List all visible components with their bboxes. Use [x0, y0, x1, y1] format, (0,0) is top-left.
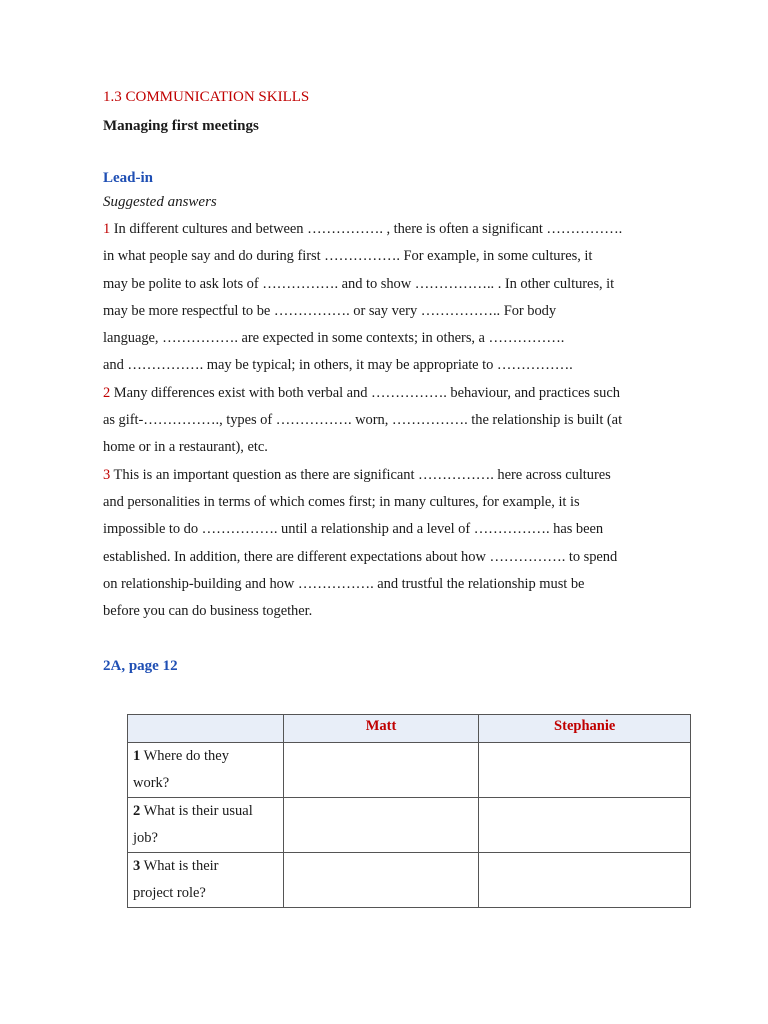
suggested-answers-label: Suggested answers — [103, 194, 217, 210]
question-number: 2 — [133, 803, 141, 819]
section-title: 1.3 COMMUNICATION SKILLS — [103, 89, 310, 105]
exercise-heading: 2A, page 12 — [103, 658, 178, 675]
answer-line: 1 In different cultures and between ……………. , there is often a significant ……………. — [103, 221, 623, 237]
leadin-heading: Lead-in — [103, 170, 154, 186]
question-cell: 2 What is their usual job? — [128, 798, 284, 853]
answer-line: in what people say and do during first ……………. For example, in some cultures, it — [103, 248, 593, 265]
table-row — [128, 743, 691, 798]
answer-number: 1 — [103, 221, 111, 237]
answer-line: may be polite to ask lots of ……………. and to show …………….. . In other cultures, it — [103, 275, 615, 292]
question-number: 1 — [133, 748, 141, 764]
question-number: 3 — [133, 858, 141, 874]
table-header-stephanie: Stephanie — [479, 715, 691, 743]
answer-cell-matt[interactable] — [283, 853, 479, 908]
answer-line: and ……………. may be typical; in others, it may be appropriate to ……………. — [103, 357, 573, 374]
table-header-row — [128, 715, 691, 743]
table-row — [128, 853, 691, 908]
answer-line: established. In addition, there are different expectations about how ……………. to spend — [103, 548, 618, 565]
answer-2 — [103, 380, 718, 462]
answer-line: on relationship-building and how ……………. and trustful the relationship must be — [103, 575, 585, 592]
table-header-empty — [128, 715, 284, 743]
answer-line: 2 Many differences exist with both verbal and ……………. behaviour, and practices such — [103, 384, 620, 401]
answer-cell-stephanie[interactable] — [479, 853, 691, 908]
document-page — [103, 86, 718, 677]
question-cell: 1 Where do they work? — [128, 743, 284, 798]
answer-3 — [103, 462, 718, 626]
answer-line: language, ……………. are expected in some contexts; in others, a ……………. — [103, 330, 565, 347]
answer-cell-stephanie[interactable] — [479, 798, 691, 853]
answer-cell-matt[interactable] — [283, 743, 479, 798]
answer-cell-stephanie[interactable] — [479, 743, 691, 798]
question-cell: 3 What is their project role? — [128, 853, 284, 908]
answer-cell-matt[interactable] — [283, 798, 479, 853]
answer-line: 3 This is an important question as there are significant ……………. here across cultures — [103, 466, 611, 483]
answer-number: 2 — [103, 384, 111, 401]
table-row — [128, 798, 691, 853]
table-header-matt: Matt — [283, 715, 479, 743]
answer-line: impossible to do ……………. until a relationship and a level of ……………. has been — [103, 521, 604, 538]
answer-line: home or in a restaurant), etc. — [103, 439, 268, 456]
answer-number: 3 — [103, 466, 111, 483]
page-subtitle: Managing first meetings — [103, 118, 259, 134]
answer-line: as gift-……………., types of ……………. worn, ……………. the relationship is built (at — [103, 412, 623, 429]
answer-line: before you can do business together. — [103, 603, 313, 620]
answer-line: may be more respectful to be ……………. or say very …………….. For body — [103, 302, 557, 319]
answer-1 — [103, 216, 718, 380]
answer-line: and personalities in terms of which comes first; in many cultures, for example, it is — [103, 493, 580, 510]
worksheet-table — [127, 714, 691, 908]
